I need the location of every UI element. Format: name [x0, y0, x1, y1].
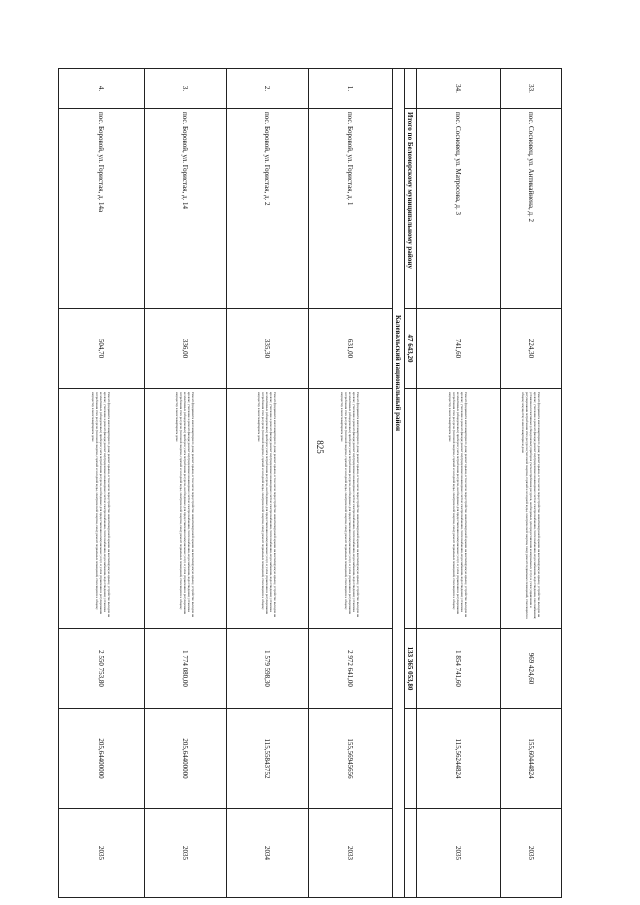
row-year: 2033 [308, 808, 392, 898]
page-number: 825 [315, 440, 325, 454]
row-cost: 2 550 753,80 [58, 628, 144, 708]
row-area: 741,60 [416, 308, 500, 388]
row-cost: 1 579 598,30 [226, 628, 308, 708]
total-cost: 133 365 053,80 [404, 628, 416, 708]
row-number: 1. [308, 68, 392, 108]
total-number-cell [404, 68, 416, 108]
row-address: пос. Боровой, ул. Гористая, д. 14а [58, 108, 144, 308]
row-number: 3. [144, 68, 226, 108]
row-works: Ремонт фундамента многоквартирного дома; ремонт крыши, в том числе переустройство невентилируемой крыши на вентилируемую крышу, устройство выходов на кровлю; утепление и ремонт фасада; ремонт внутридомовых инженерных систем электроснабжения, теплоснабжения, водоснабжения, водоотведения; установка коллективных (общедомовых) приборов учета потребления ресурсов, необходимых для предоставления коммунальных услуг, и узлов управления и регулирования потребления этих ресурсов (тепловой энергии, горячей и холодной воды, электрической энергии, газа); ремонт подвальных помещений, относящихся к общему имуществу в многоквартирном доме [144, 388, 226, 628]
row-unit-cost: 205,64400000 [58, 708, 144, 808]
row-unit-cost: 205,64400000 [144, 708, 226, 808]
total-year-cell [404, 808, 416, 898]
row-works: Ремонт фундамента многоквартирного дома; ремонт крыши, в том числе переустройство невентилируемой крыши на вентилируемую крышу, устройство выходов на кровлю; утепление и ремонт фасада; ремонт внутридомовых инженерных систем электроснабжения, теплоснабжения, водоснабжения, водоотведения; установка коллективных (общедомовых) приборов учета потребления ресурсов, необходимых для предоставления коммунальных услуг, и узлов управления и регулирования потребления этих ресурсов (тепловой энергии, горячей и холодной воды, электрической энергии, газа); ремонт подвальных помещений, относящихся к общему имуществу в многоквартирном доме [308, 388, 392, 628]
table-row [226, 68, 308, 898]
row-cost: 969 424,60 [500, 628, 562, 708]
row-works: Ремонт фундамента многоквартирного дома; ремонт крыши, в том числе переустройство невентилируемой крыши на вентилируемую крышу, устройство выходов на кровлю; утепление и ремонт фасада; ремонт внутридомовых инженерных систем электроснабжения, теплоснабжения, водоснабжения, водоотведения; установка коллективных (общедомовых) приборов учета потребления ресурсов, необходимых для предоставления коммунальных услуг, и узлов управления и регулирования потребления этих ресурсов (тепловой энергии, горячей и холодной воды, электрической энергии, газа); ремонт подвальных помещений, относящихся к общему имуществу в многоквартирном доме [226, 388, 308, 628]
row-year: 2035 [144, 808, 226, 898]
row-number: 34. [416, 68, 500, 108]
row-works: Ремонт фундамента многоквартирного дома; ремонт крыши, в том числе переустройство невентилируемой крыши на вентилируемую крышу, устройство выходов на кровлю; утепление и ремонт фасада; ремонт внутридомовых инженерных систем электроснабжения, теплоснабжения, водоснабжения, водоотведения; установка коллективных (общедомовых) приборов учета потребления ресурсов, необходимых для предоставления коммунальных услуг, и узлов управления и регулирования потребления этих ресурсов (тепловой энергии, горячей и холодной воды, электрической энергии, газа); ремонт подвальных помещений, относящихся к общему имуществу в многоквартирном доме [416, 388, 500, 628]
row-address: пос. Боровой, ул. Гористая, д. 14 [144, 108, 226, 308]
row-unit-cost: 115,56244824 [416, 708, 500, 808]
row-address: пос. Сосновец, ул. Антикайнена, д. 2 [500, 108, 562, 308]
row-works: Ремонт фундамента многоквартирного дома; ремонт крыши, в том числе переустройство невентилируемой крыши на вентилируемую крышу, устройство выходов на кровлю; утепление и ремонт фасада; ремонт внутридомовых инженерных систем электроснабжения, теплоснабжения, водоснабжения, водоотведения, газоснабжения; установка коллективных (общедомовых) приборов учета потребления ресурсов, необходимых для предоставления коммунальных услуг, и узлов управления и регулирования потребления этих ресурсов (тепловой энергии, горячей и холодной воды, электрической энергии, газа); ремонт подвальных помещений, относящихся к общему имуществу в многоквартирном доме [500, 388, 562, 628]
row-year: 2035 [416, 808, 500, 898]
row-number: 33. [500, 68, 562, 108]
table-row [500, 68, 562, 898]
row-area: 631,00 [308, 308, 392, 388]
row-unit-cost: 115,55843752 [226, 708, 308, 808]
row-year: 2035 [58, 808, 144, 898]
total-row [404, 68, 416, 898]
row-area: 224,30 [500, 308, 562, 388]
table-row [416, 68, 500, 898]
row-cost: 1 774 080,00 [144, 628, 226, 708]
section-title: Калевальский национальный район [392, 68, 404, 898]
row-area: 504,70 [58, 308, 144, 388]
row-area: 335,30 [226, 308, 308, 388]
table-row [58, 68, 144, 898]
table-row [308, 68, 392, 898]
row-number: 2. [226, 68, 308, 108]
row-number: 4. [58, 68, 144, 108]
row-year: 2034 [226, 808, 308, 898]
row-cost: 1 854 741,60 [416, 628, 500, 708]
row-area: 336,00 [144, 308, 226, 388]
total-label: Итого по Беломорскому муниципальному району [404, 108, 416, 308]
row-address: пос. Сосновец, ул. Матросова, д. 3 [416, 108, 500, 308]
row-works: Ремонт фундамента многоквартирного дома; ремонт крыши, в том числе переустройство невентилируемой крыши на вентилируемую крышу, устройство выходов на кровлю; утепление и ремонт фасада; ремонт внутридомовых инженерных систем электроснабжения, теплоснабжения, водоснабжения, водоотведения; установка коллективных (общедомовых) приборов учета потребления ресурсов, необходимых для предоставления коммунальных услуг, и узлов управления и регулирования потребления этих ресурсов (тепловой энергии, горячей и холодной воды, электрической энергии, газа); ремонт подвальных помещений, относящихся к общему имуществу в многоквартирном доме [58, 388, 144, 628]
total-works-cell [404, 388, 416, 628]
total-area: 47 643,20 [404, 308, 416, 388]
row-year: 2035 [500, 808, 562, 898]
table-row [144, 68, 226, 898]
row-unit-cost: 155,56945656 [308, 708, 392, 808]
total-unit-cell [404, 708, 416, 808]
row-address: пос. Боровой, ул. Гористая, д. 2 [226, 108, 308, 308]
row-address: пос. Боровой, ул. Гористая, д. 1 [308, 108, 392, 308]
repair-program-table [58, 68, 562, 898]
rotated-table-frame [58, 68, 562, 898]
row-unit-cost: 155,60444824 [500, 708, 562, 808]
row-cost: 2 972 641,00 [308, 628, 392, 708]
